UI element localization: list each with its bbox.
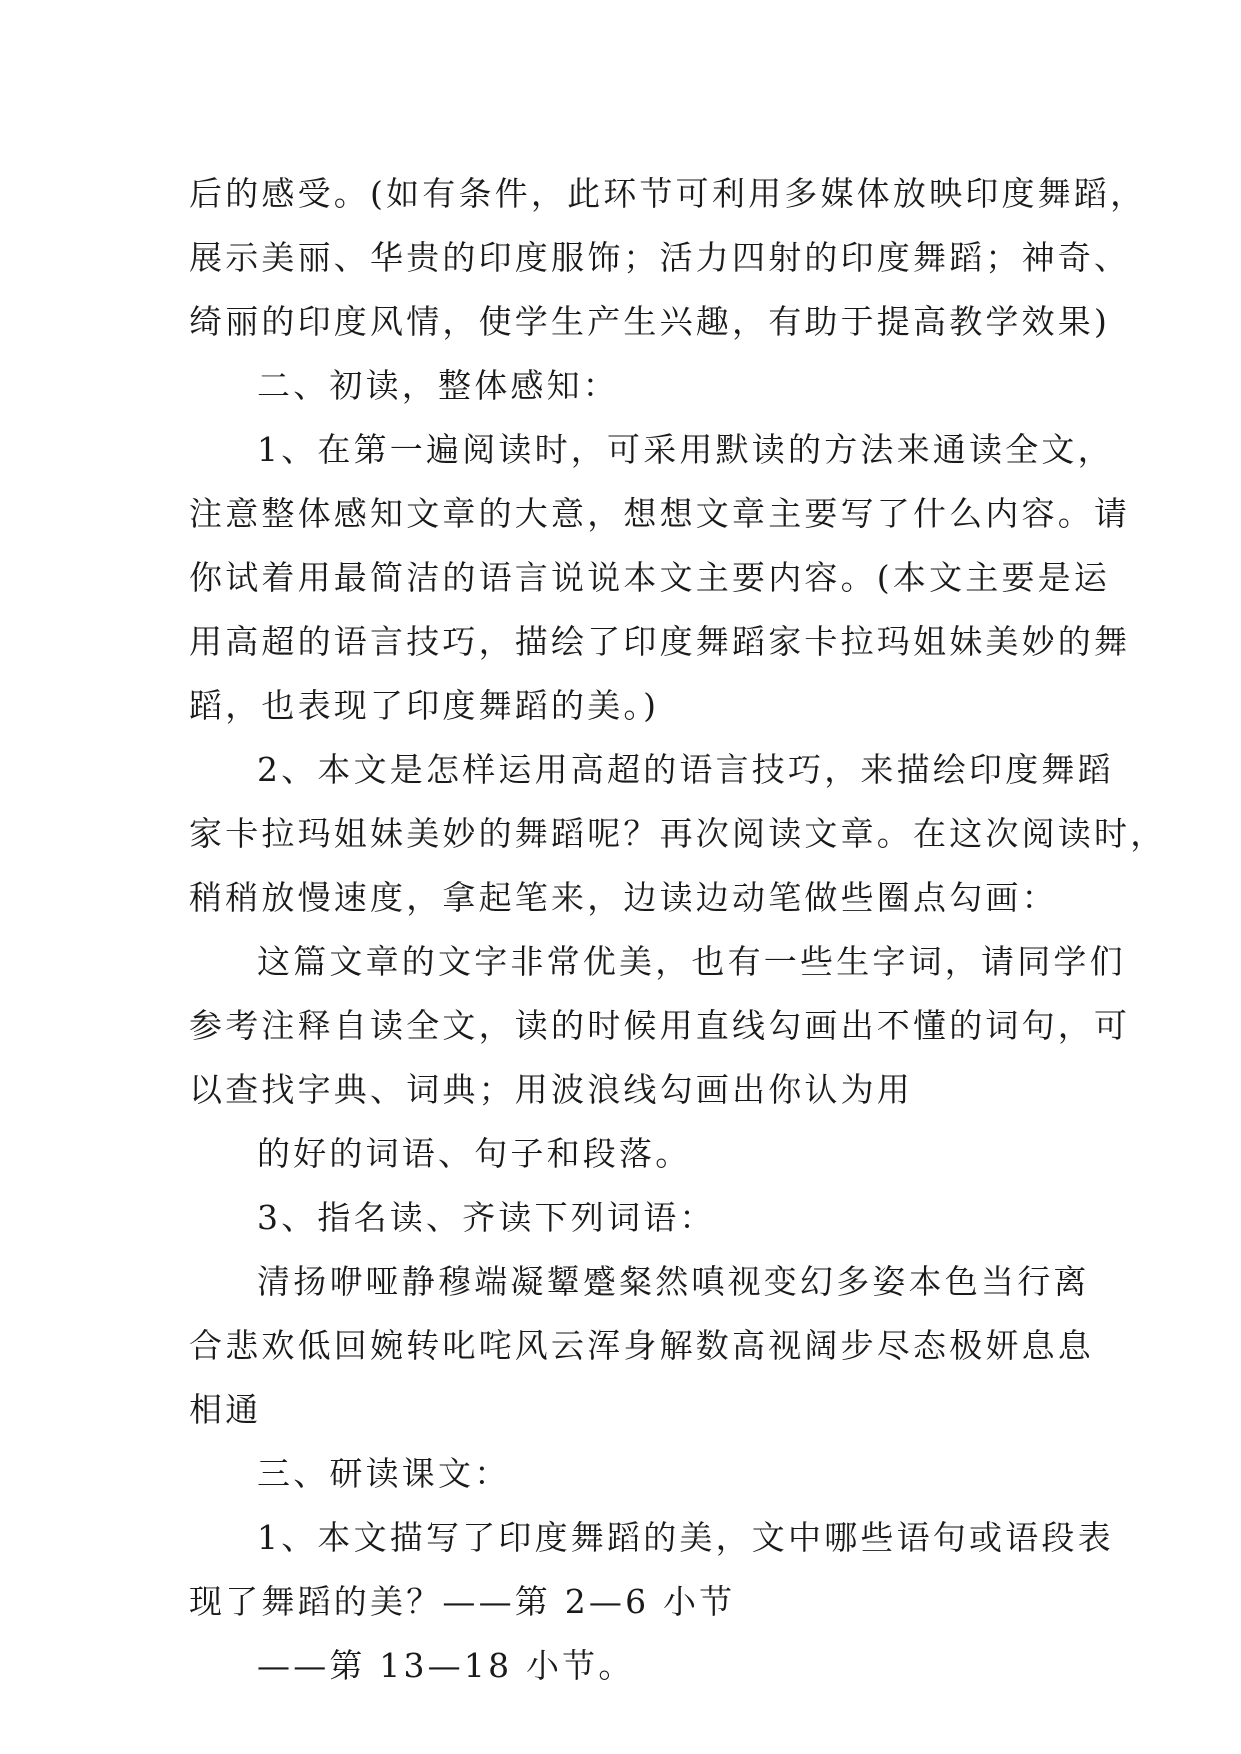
section-heading-study-text xyxy=(189,1442,1059,1506)
paragraph-word-list xyxy=(189,1250,1094,1442)
text-line: 合悲欢低回婉转叱咤风云浑身解数高视阔步尽态极妍息息 xyxy=(189,1326,1094,1365)
text-line: 相通 xyxy=(189,1390,262,1429)
text-line: 1、本文描写了印度舞蹈的美，文中哪些语句或语段表 xyxy=(257,1518,1114,1557)
section-heading-first-reading xyxy=(189,354,1059,418)
text-line: 现了舞蹈的美？——第 2—6 小节 xyxy=(189,1582,736,1621)
document-body xyxy=(189,162,1167,1698)
text-line: 3、指名读、齐读下列词语： xyxy=(257,1198,716,1237)
text-line: 三、研读课文： xyxy=(257,1454,511,1493)
paragraph-intro-continuation xyxy=(189,162,1147,354)
paragraph-vocabulary-note-continuation xyxy=(189,1122,1059,1186)
text-line: 注意整体感知文章的大意，想想文章主要写了什么内容。请 xyxy=(189,494,1131,533)
text-line: 参考注释自读全文，读的时候用直线勾画出不懂的词句，可 xyxy=(189,1006,1131,1045)
text-line: 用高超的语言技巧，描绘了印度舞蹈家卡拉玛姐妹美妙的舞 xyxy=(189,622,1131,661)
text-line: 的好的词语、句子和段落。 xyxy=(257,1134,692,1173)
text-line: 蹈，也表现了印度舞蹈的美。) xyxy=(189,686,660,725)
text-line: 以查找字典、词典；用波浪线勾画出你认为用 xyxy=(189,1070,913,1109)
paragraph-step-2 xyxy=(189,738,1167,930)
text-line: 这篇文章的文字非常优美，也有一些生字词，请同学们 xyxy=(257,942,1126,981)
text-line: 绮丽的印度风情，使学生产生兴趣，有助于提高教学效果) xyxy=(189,302,1111,341)
text-line: 后的感受。(如有条件，此环节可利用多媒体放映印度舞蹈， xyxy=(189,174,1147,213)
text-line: 展示美丽、华贵的印度服饰；活力四射的印度舞蹈；神奇、 xyxy=(189,238,1131,277)
text-line: 稍稍放慢速度，拿起笔来，边读边动笔做些圈点勾画： xyxy=(189,878,1058,917)
paragraph-study-question-1 xyxy=(189,1506,1114,1634)
text-line: 你试着用最简洁的语言说说本文主要内容。(本文主要是运 xyxy=(189,558,1111,597)
text-line: ——第 13—18 小节。 xyxy=(257,1646,635,1685)
paragraph-step-1 xyxy=(189,418,1131,738)
text-line: 二、初读，整体感知： xyxy=(257,366,619,405)
paragraph-step-3 xyxy=(189,1186,1059,1250)
text-line: 清扬咿哑静穆端凝颦蹙粲然嗔视变幻多姿本色当行离 xyxy=(257,1262,1090,1301)
paragraph-vocabulary-note xyxy=(189,930,1131,1122)
paragraph-study-answer-continuation xyxy=(189,1634,1059,1698)
text-line: 家卡拉玛姐妹美妙的舞蹈呢？再次阅读文章。在这次阅读时， xyxy=(189,814,1167,853)
text-line: 2、本文是怎样运用高超的语言技巧，来描绘印度舞蹈 xyxy=(257,750,1114,789)
text-line: 1、在第一遍阅读时，可采用默读的方法来通读全文， xyxy=(257,430,1114,469)
